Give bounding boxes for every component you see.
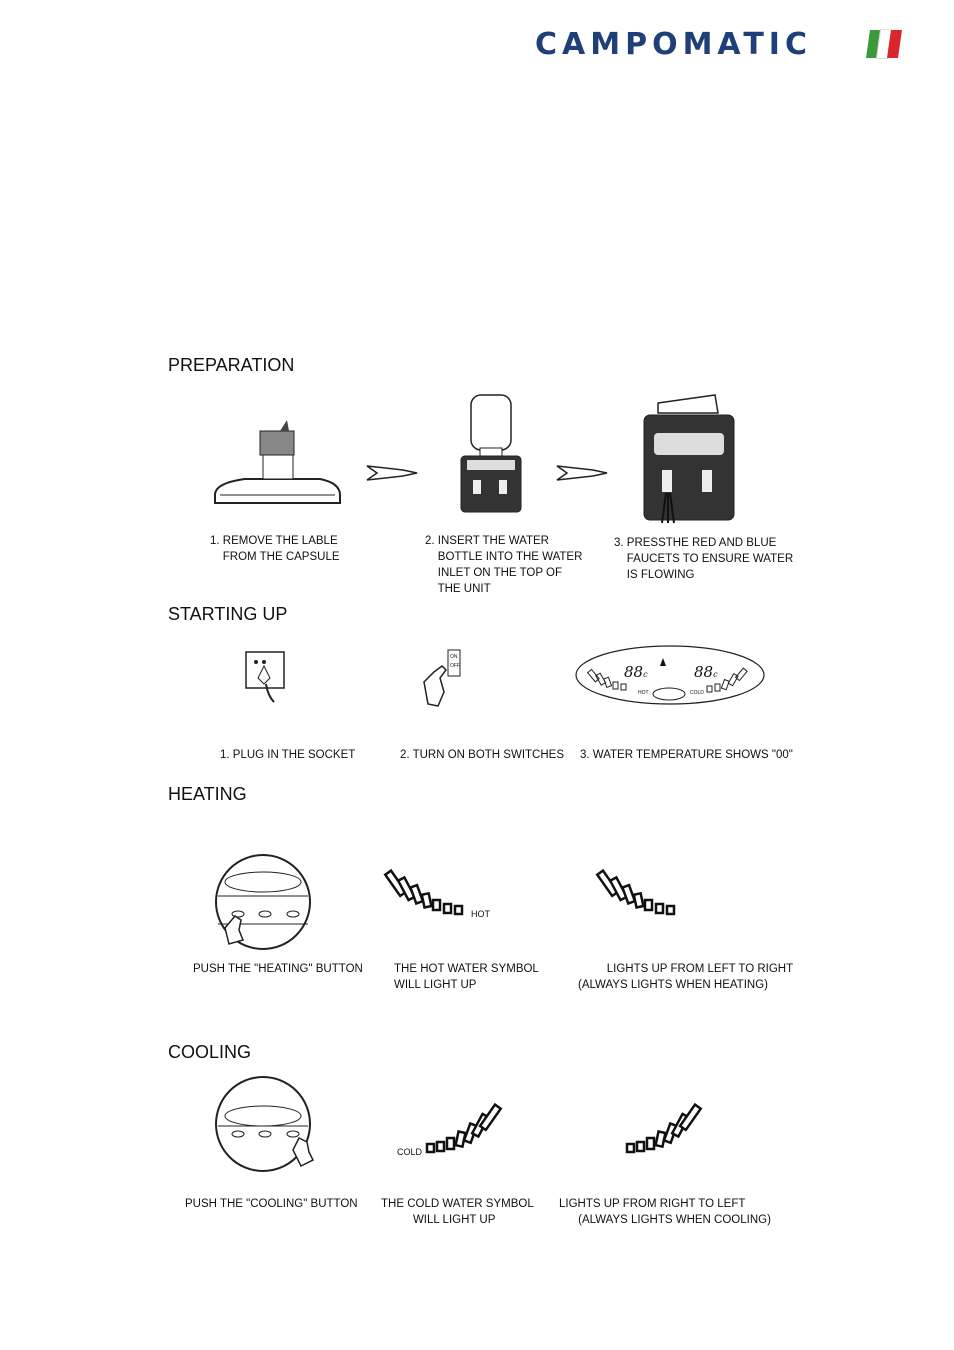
brand-logo (535, 28, 900, 62)
cold-bar-lights-icon (624, 1100, 706, 1156)
prep-step-2-caption: 2. INSERT THE WATER BOTTLE INTO THE WATER INLET ON THE TOP OF THE UNIT (425, 535, 583, 595)
brand-name: CAMPOMATIC (535, 27, 812, 62)
display-cold-label: COLD (690, 690, 704, 696)
dispenser-faucets-illustration (640, 385, 740, 525)
cool-step-2-caption: THE COLD WATER SYMBOL WILL LIGHT UP (381, 1198, 534, 1226)
cold-bar-symbol-icon (424, 1100, 506, 1156)
heat-step-2-caption: THE HOT WATER SYMBOL WILL LIGHT UP (394, 963, 539, 991)
italian-flag-icon (866, 30, 902, 58)
heating-button-closeup-illustration (213, 852, 313, 952)
display-hot-label: HOT (638, 690, 649, 696)
control-panel-display (575, 644, 767, 706)
heading-cooling: COOLING (168, 1042, 252, 1062)
heading-starting-up: STARTING UP (168, 604, 288, 624)
arrow-right-icon (555, 462, 610, 484)
display-cold-unit: c (713, 670, 718, 679)
water-dispenser-bottle-illustration (455, 390, 530, 520)
wall-socket-plug-icon (244, 650, 289, 705)
display-cold-temp: 88 (694, 663, 714, 681)
display-hot-temp: 88 (624, 663, 644, 681)
hot-bar-lights-icon (600, 864, 682, 920)
cool-step-1-caption: PUSH THE "COOLING" BUTTON (185, 1198, 358, 1210)
switch-on-label: ON (450, 654, 458, 660)
prep-step-1-caption: 1. REMOVE THE LABLE FROM THE CAPSULE (210, 535, 340, 563)
heat-step-1-caption: PUSH THE "HEATING" BUTTON (193, 963, 363, 975)
heat-step-3-caption: LIGHTS UP FROM LEFT TO RIGHT (ALWAYS LIGHTS WHEN HEATING) (578, 963, 794, 991)
switch-off-label: OFF (450, 663, 460, 669)
bottle-cap-illustration (205, 415, 350, 515)
cooling-button-closeup-illustration (213, 1074, 313, 1174)
heading-heating: HEATING (168, 784, 247, 804)
cool-step-3-caption: LIGHTS UP FROM RIGHT TO LEFT (ALWAYS LIGHTS WHEN COOLING) (559, 1198, 771, 1226)
heading-preparation: PREPARATION (168, 355, 295, 375)
prep-step-3-caption: 3. PRESSTHE RED AND BLUE FAUCETS TO ENSURE WATER IS FLOWING (614, 537, 794, 581)
arrow-right-icon (365, 462, 420, 484)
start-step-2-caption: 2. TURN ON BOTH SWITCHES (400, 749, 564, 761)
hot-symbol-label: HOT (471, 909, 490, 919)
start-step-3-caption: 3. WATER TEMPERATURE SHOWS "00" (580, 749, 793, 761)
start-step-1-caption: 1. PLUG IN THE SOCKET (220, 749, 356, 761)
hot-bar-symbol-icon (388, 864, 470, 920)
display-hot-unit: c (643, 670, 648, 679)
cold-symbol-label: COLD (397, 1147, 423, 1157)
